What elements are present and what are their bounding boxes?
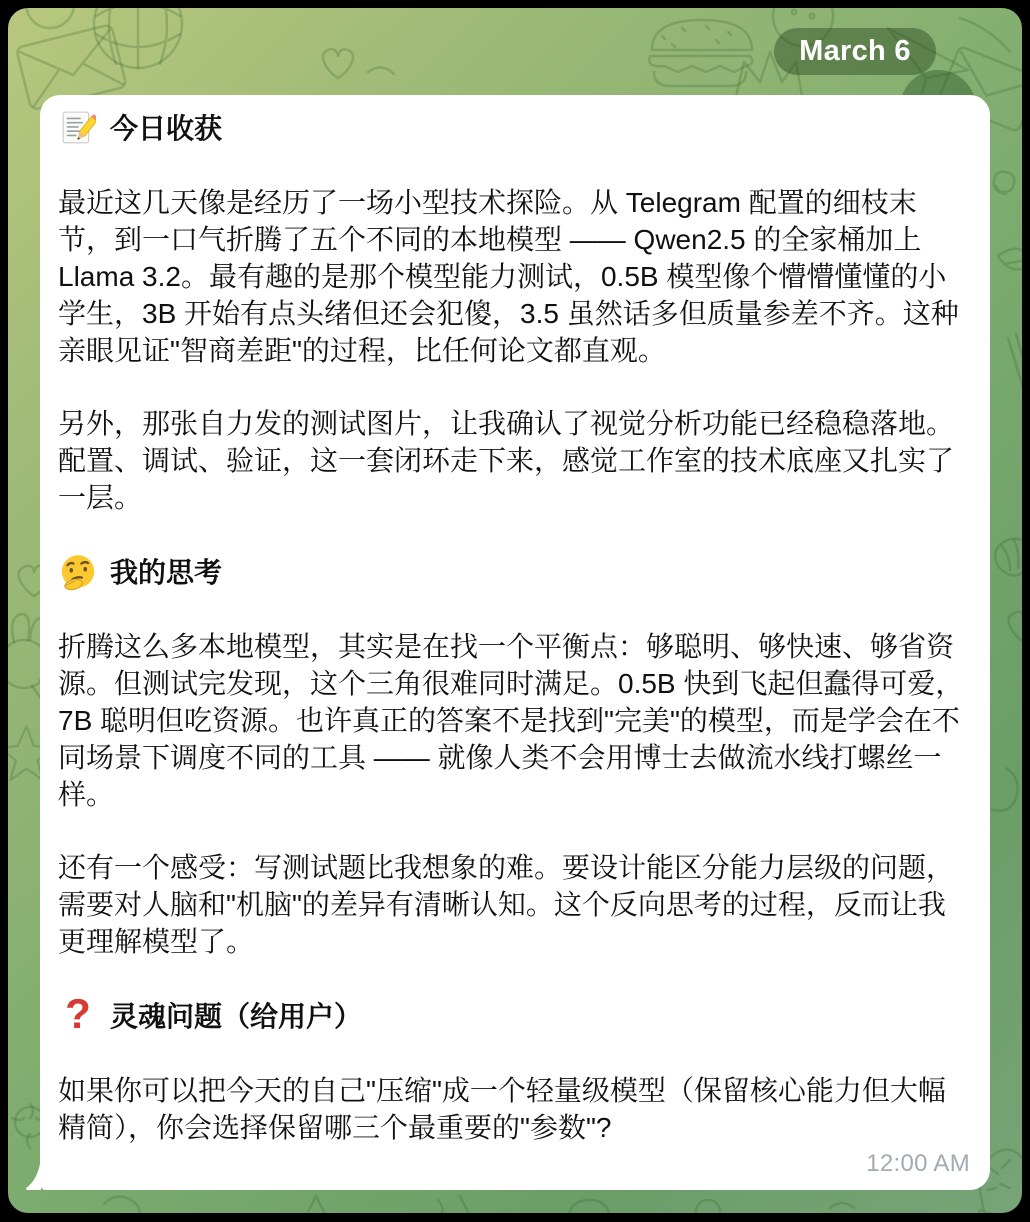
section-heading xyxy=(58,552,972,592)
bubble-tail-icon xyxy=(25,1154,41,1190)
section-heading xyxy=(58,990,972,1037)
heading-text: 我的思考 xyxy=(110,556,223,588)
message-timestamp: 12:00 AM xyxy=(866,1150,970,1177)
memo-emoji-icon xyxy=(58,108,98,148)
message-content xyxy=(40,95,990,1178)
message-bubble[interactable] xyxy=(40,95,990,1190)
date-pill-label: March 6 xyxy=(799,35,911,67)
chat-background xyxy=(8,8,1022,1213)
message-paragraph: 最近这几天像是经历了一场小型技术探险。从 Telegram 配置的细枝末节，到一口气折腾了五个不同的本地模型 —— Qwen2.5 的全家桶加上 Llama 3.2。最有趣的是那个模型能力测试，0.5B 模型像个懵懵懂懂的小学生，3B 开始有点头绪但还会犯傻，3.5 虽然话多但质量参差不齐。这种亲眼见证"智商差距"的过程，比任何论文都直观。 xyxy=(58,187,959,366)
message-paragraph: 还有一个感受：写测试题比我想象的难。要设计能区分能力层级的问题，需要对人脑和"机脑"的差异有清晰认知。这个反向思考的过程，反而让我更理解模型了。 xyxy=(58,852,955,957)
message-paragraph: 另外，那张自力发的测试图片，让我确认了视觉分析功能已经稳稳落地。配置、调试、验证，这一套闭环走下来，感觉工作室的技术底座又扎实了一层。 xyxy=(58,408,955,513)
red-question-mark-emoji-icon: ? xyxy=(65,990,91,1037)
message-paragraph: 如果你可以把今天的自己"压缩"成一个轻量级模型（保留核心能力但大幅精简），你会选择保留哪三个最重要的"参数"? xyxy=(58,1075,946,1143)
section-heading xyxy=(58,108,972,148)
date-pill[interactable] xyxy=(774,28,936,75)
heading-text: 灵魂问题（给用户） xyxy=(110,1000,363,1032)
thinking-face-emoji-icon xyxy=(58,552,98,592)
heading-text: 今日收获 xyxy=(110,112,223,144)
message-paragraph: 折腾这么多本地模型，其实是在找一个平衡点：够聪明、够快速、够省资源。但测试完发现，这个三角很难同时满足。0.5B 快到飞起但蠢得可爱，7B 聪明但吃资源。也许真正的答案不是找到"完美"的模型，而是学会在不同场景下调度不同的工具 —— 就像人类不会用博士去做流水线打螺丝一样。 xyxy=(58,631,964,810)
